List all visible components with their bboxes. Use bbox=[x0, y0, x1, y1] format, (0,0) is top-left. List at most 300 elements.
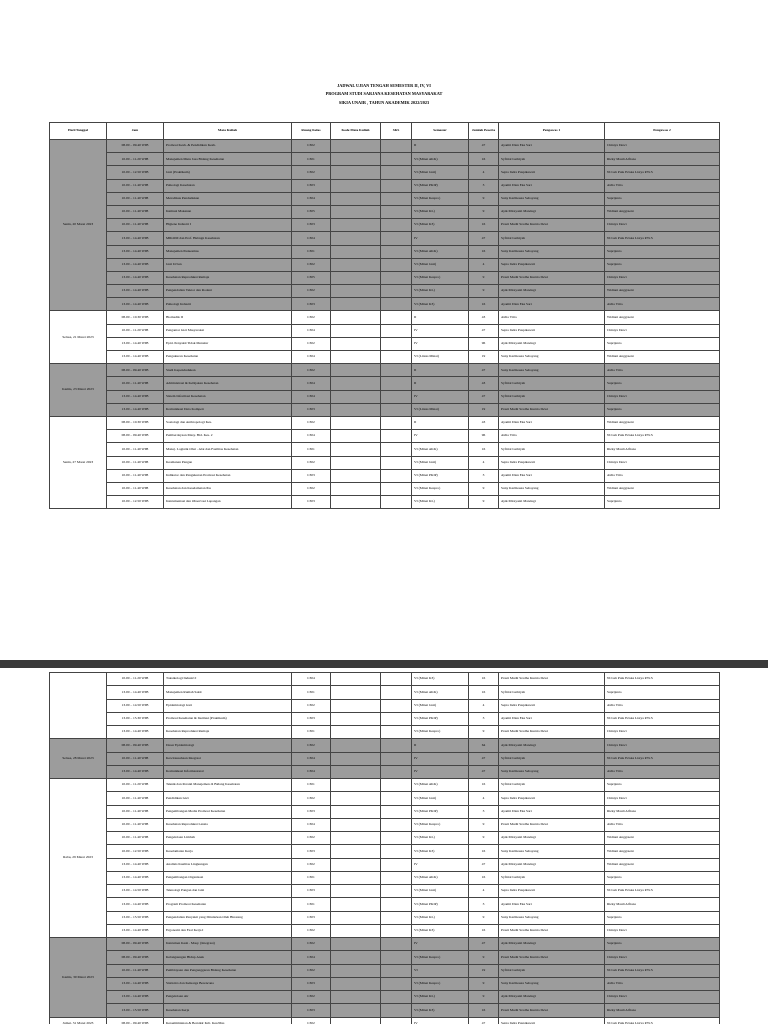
course-code-cell bbox=[331, 245, 381, 258]
column-header: Semester bbox=[412, 123, 469, 140]
table-row bbox=[50, 298, 720, 311]
participants-cell: 47 bbox=[469, 752, 499, 765]
sks-cell bbox=[381, 153, 412, 166]
course-code-cell bbox=[331, 285, 381, 298]
room-cell: C302 bbox=[292, 416, 331, 429]
course-cell: Kesehatan Reproduksi Remaja bbox=[164, 271, 292, 284]
sks-cell bbox=[381, 1004, 412, 1017]
semester-cell: IV bbox=[412, 938, 469, 951]
room-cell: C303 bbox=[292, 1004, 331, 1017]
participants-cell: 9 bbox=[469, 271, 499, 284]
semester-cell: II bbox=[412, 140, 469, 153]
time-cell: 13.00 – 14.40 WIB bbox=[107, 858, 164, 871]
participants-cell: 16 bbox=[469, 443, 499, 456]
participants-cell: 16 bbox=[469, 779, 499, 792]
participants-cell: 9 bbox=[469, 192, 499, 205]
time-cell: 13.00 – 14.40 WIB bbox=[107, 390, 164, 403]
room-cell: C302 bbox=[292, 792, 331, 805]
proctor-1-cell: Ayik Mirayanti Mandagi bbox=[499, 858, 605, 871]
proctor-1-cell: Ayik Mirayanti Mandagi bbox=[499, 832, 605, 845]
course-code-cell bbox=[331, 712, 381, 725]
time-cell: 10.00 – 11.40 WIB bbox=[107, 205, 164, 218]
room-cell: C301 bbox=[292, 726, 331, 739]
day-date-cell: Jumat, 31 Maret 2023 bbox=[50, 1017, 107, 1024]
proctor-1-cell: Prasti Mudit Sradha Kurnia Dewi bbox=[499, 924, 605, 937]
course-cell: Kesehatan dan Keselamatan Ibu bbox=[164, 482, 292, 495]
proctor-2-cell: Chintya Dewi bbox=[605, 792, 720, 805]
course-cell: Pengukuran Kesehatan bbox=[164, 351, 292, 364]
participants-cell: 47 bbox=[469, 390, 499, 403]
semester-cell: IV bbox=[412, 1017, 469, 1024]
column-header: Ruang Kelas bbox=[292, 123, 331, 140]
time-cell: 10.00 – 11.40 WIB bbox=[107, 832, 164, 845]
participants-cell: 16 bbox=[469, 686, 499, 699]
room-cell: C302 bbox=[292, 456, 331, 469]
semester-cell: VI (Minat K3) bbox=[412, 924, 469, 937]
day-date-cell: Senin, 20 Maret 2023 bbox=[50, 140, 107, 311]
semester-cell: II bbox=[412, 364, 469, 377]
table-row bbox=[50, 456, 720, 469]
sks-cell bbox=[381, 337, 412, 350]
table-row bbox=[50, 377, 720, 390]
course-cell: Program Promosi Kesehatan bbox=[164, 898, 292, 911]
course-cell: Indikator dan Pengukuran Promosi Kesehatan bbox=[164, 469, 292, 482]
proctor-2-cell: Chintya Dewi bbox=[605, 739, 720, 752]
time-cell: 10.00 – 11.40 WIB bbox=[107, 752, 164, 765]
proctor-1-cell: Ayik Mirayanti Mandagi bbox=[499, 496, 605, 509]
proctor-2-cell: Aldia Vrita bbox=[605, 298, 720, 311]
room-cell: C302 bbox=[292, 832, 331, 845]
sks-cell bbox=[381, 496, 412, 509]
course-cell: Sosiologi dan Anthropologi Kes. bbox=[164, 416, 292, 429]
sks-cell bbox=[381, 324, 412, 337]
course-code-cell bbox=[331, 403, 381, 416]
semester-cell: VI (Minat K3) bbox=[412, 845, 469, 858]
participants-cell: 4 bbox=[469, 792, 499, 805]
sks-cell bbox=[381, 739, 412, 752]
course-cell: Pengantar Gizi Masyarakat bbox=[164, 324, 292, 337]
proctor-2-cell: Suprijanto bbox=[605, 258, 720, 271]
participants-cell: 9 bbox=[469, 951, 499, 964]
room-cell: C302 bbox=[292, 140, 331, 153]
time-cell: 13.00 – 14.40 WIB bbox=[107, 285, 164, 298]
proctor-2-cell: Widiani Anggraeni bbox=[605, 858, 720, 871]
table-row bbox=[50, 153, 720, 166]
sks-cell bbox=[381, 898, 412, 911]
course-cell: Keselamatan Kerja bbox=[164, 845, 292, 858]
time-cell: 13.00 – 14.40 WIB bbox=[107, 686, 164, 699]
table-row bbox=[50, 430, 720, 443]
table-row bbox=[50, 845, 720, 858]
semester-cell: VI (Minat AKK) bbox=[412, 779, 469, 792]
semester-cell: VI (Lintas Minat) bbox=[412, 351, 469, 364]
course-cell: Psikologi Industri bbox=[164, 298, 292, 311]
course-code-cell bbox=[331, 298, 381, 311]
course-code-cell bbox=[331, 179, 381, 192]
room-cell: C302 bbox=[292, 337, 331, 350]
course-code-cell bbox=[331, 951, 381, 964]
room-cell: C301 bbox=[292, 153, 331, 166]
room-cell: C304 bbox=[292, 232, 331, 245]
proctor-2-cell: Widiani Anggraeni bbox=[605, 351, 720, 364]
table-row bbox=[50, 443, 720, 456]
course-code-cell bbox=[331, 832, 381, 845]
time-cell: 10.00 – 11.40 WIB bbox=[107, 456, 164, 469]
proctor-1-cell: Syfirial Luthiyah bbox=[499, 752, 605, 765]
table-row bbox=[50, 699, 720, 712]
course-cell: Komunikasi Informasional bbox=[164, 765, 292, 778]
semester-cell: IV bbox=[412, 324, 469, 337]
proctor-2-cell: Aldia Vrita bbox=[605, 977, 720, 990]
course-code-cell bbox=[331, 964, 381, 977]
semester-cell: VI (Minat Kespro) bbox=[412, 192, 469, 205]
sks-cell bbox=[381, 179, 412, 192]
day-date-cell: Kamis, 23 Maret 2023 bbox=[50, 364, 107, 417]
time-cell: 13.00 – 14.40 WIB bbox=[107, 898, 164, 911]
proctor-1-cell: Ayik Mirayanti Mandagi bbox=[499, 991, 605, 1004]
sks-cell bbox=[381, 456, 412, 469]
proctor-1-cell: Suny Kartikasza Sebayang bbox=[499, 482, 605, 495]
course-cell: Keamanan Pangan bbox=[164, 456, 292, 469]
participants-cell: 4 bbox=[469, 258, 499, 271]
semester-cell: VI (Minat Gizi) bbox=[412, 456, 469, 469]
room-cell: C302 bbox=[292, 285, 331, 298]
semester-cell: VI (Minat AKK) bbox=[412, 153, 469, 166]
proctor-1-cell: Prasti Mudit Sradha Kurnia Dewi bbox=[499, 403, 605, 416]
course-cell: Kesehatan Kerja bbox=[164, 1004, 292, 1017]
sks-cell bbox=[381, 964, 412, 977]
proctor-2-cell: Chintya Dewi bbox=[605, 219, 720, 232]
course-code-cell bbox=[331, 924, 381, 937]
time-cell: 13.00 – 14.40 WIB bbox=[107, 232, 164, 245]
room-cell: C303 bbox=[292, 403, 331, 416]
course-cell: Higiene Industri I bbox=[164, 219, 292, 232]
time-cell: 10.00 – 11.40 WIB bbox=[107, 805, 164, 818]
sks-cell bbox=[381, 403, 412, 416]
time-cell: 10.00 – 11.20 WIB bbox=[107, 153, 164, 166]
semester-cell: VI (Minat AKK) bbox=[412, 871, 469, 884]
participants-cell: 9 bbox=[469, 991, 499, 1004]
room-cell: C303 bbox=[292, 911, 331, 924]
time-cell: 10.00 – 11.40 WIB bbox=[107, 377, 164, 390]
proctor-2-cell: Rizky Mauli Alfiona bbox=[605, 443, 720, 456]
semester-cell: IV bbox=[412, 390, 469, 403]
sks-cell bbox=[381, 482, 412, 495]
course-code-cell bbox=[331, 845, 381, 858]
participants-cell: 47 bbox=[469, 140, 499, 153]
semester-cell: VI (Minat Gizi) bbox=[412, 699, 469, 712]
time-cell: 13.00 – 14.40 WIB bbox=[107, 337, 164, 350]
proctor-2-cell: Aldia Vrita bbox=[605, 179, 720, 192]
proctor-1-cell: Ayamti Dian Eka Sari bbox=[499, 416, 605, 429]
course-code-cell bbox=[331, 699, 381, 712]
room-cell: C302 bbox=[292, 311, 331, 324]
proctor-2-cell: Suprijanto bbox=[605, 337, 720, 350]
proctor-1-cell: Prasti Mudit Sradha Kurnia Dewi bbox=[499, 951, 605, 964]
proctor-2-cell: Rizky Mauli Alfiona bbox=[605, 1004, 720, 1017]
proctor-2-cell: Ni Luh Putu Eriska Listya P.W.S bbox=[605, 712, 720, 725]
proctor-1-cell: Ayik Mirayanti Mandagi bbox=[499, 285, 605, 298]
sks-cell bbox=[381, 258, 412, 271]
table-row bbox=[50, 739, 720, 752]
room-cell: C303 bbox=[292, 179, 331, 192]
course-cell: Institusi Makanan bbox=[164, 205, 292, 218]
course-cell: Promosi Kesehatan & Institusi (Praktikum) bbox=[164, 712, 292, 725]
sks-cell bbox=[381, 219, 412, 232]
table-row bbox=[50, 885, 720, 898]
semester-cell: VI bbox=[412, 964, 469, 977]
sks-cell bbox=[381, 818, 412, 831]
participants-cell: 9 bbox=[469, 832, 499, 845]
proctor-1-cell: Suny Kartikasza Sebayang bbox=[499, 245, 605, 258]
course-code-cell bbox=[331, 377, 381, 390]
room-cell: C303 bbox=[292, 977, 331, 990]
participants-cell: 9 bbox=[469, 726, 499, 739]
course-cell: Teknik dan Peranti Manajemen di Bidang Kesehatan bbox=[164, 779, 292, 792]
document-title bbox=[0, 82, 768, 107]
participants-cell: 47 bbox=[469, 1017, 499, 1024]
course-code-cell bbox=[331, 166, 381, 179]
room-cell: C302 bbox=[292, 258, 331, 271]
sks-cell bbox=[381, 298, 412, 311]
room-cell: C302 bbox=[292, 699, 331, 712]
table-row bbox=[50, 1017, 720, 1024]
table-row bbox=[50, 416, 720, 429]
table-row bbox=[50, 752, 720, 765]
proctor-1-cell: Suny Kartikasza Sebayang bbox=[499, 192, 605, 205]
table-row bbox=[50, 364, 720, 377]
room-cell: C303 bbox=[292, 805, 331, 818]
semester-cell: VI (Minat K3) bbox=[412, 1004, 469, 1017]
time-cell: 10.00 – 11.40 WIB bbox=[107, 818, 164, 831]
time-cell: 13.00 – 14.40 WIB bbox=[107, 258, 164, 271]
semester-cell: IV bbox=[412, 765, 469, 778]
sks-cell bbox=[381, 1017, 412, 1024]
room-cell: C302 bbox=[292, 166, 331, 179]
participants-cell: 9 bbox=[469, 205, 499, 218]
proctor-2-cell: Widiani Anggraeni bbox=[605, 285, 720, 298]
sks-cell bbox=[381, 871, 412, 884]
course-code-cell bbox=[331, 858, 381, 871]
room-cell: C301 bbox=[292, 443, 331, 456]
participants-cell: 3 bbox=[469, 469, 499, 482]
proctor-1-cell: Ayamti Dian Eka Sari bbox=[499, 898, 605, 911]
sks-cell bbox=[381, 390, 412, 403]
course-code-cell bbox=[331, 1017, 381, 1024]
proctor-2-cell: Suprijanto bbox=[605, 911, 720, 924]
participants-cell: 4 bbox=[469, 456, 499, 469]
semester-cell: VI (Minat Gizi) bbox=[412, 166, 469, 179]
course-code-cell bbox=[331, 205, 381, 218]
proctor-2-cell: Aldia Vrita bbox=[605, 818, 720, 831]
day-date-cell: Kamis, 30 Maret 2023 bbox=[50, 938, 107, 1018]
table-row bbox=[50, 324, 720, 337]
sks-cell bbox=[381, 430, 412, 443]
time-cell: 10.00 – 11.40 WIB bbox=[107, 179, 164, 192]
room-cell: C305 bbox=[292, 271, 331, 284]
semester-cell: VI (Minat PKIP) bbox=[412, 898, 469, 911]
course-cell: Toksikologi Industri I bbox=[164, 673, 292, 686]
room-cell: C302 bbox=[292, 924, 331, 937]
course-cell: Instrumen Kesh . Masy. (Integrasi) bbox=[164, 938, 292, 951]
sks-cell bbox=[381, 938, 412, 951]
course-cell: Kewirausahaan Integrasi bbox=[164, 752, 292, 765]
sks-cell bbox=[381, 885, 412, 898]
proctor-1-cell: Ayamti Dian Eka Sari bbox=[499, 298, 605, 311]
proctor-1-cell: Ayik Mirayanti Mandagi bbox=[499, 938, 605, 951]
sks-cell bbox=[381, 686, 412, 699]
course-cell: Pengendalian Vektor dan Rodent bbox=[164, 285, 292, 298]
proctor-1-cell: Syfirial Luthiyah bbox=[499, 686, 605, 699]
table-row bbox=[50, 469, 720, 482]
course-cell: Dasar Epidemiologi bbox=[164, 739, 292, 752]
semester-cell: IV bbox=[412, 752, 469, 765]
semester-cell: IV bbox=[412, 232, 469, 245]
sks-cell bbox=[381, 699, 412, 712]
table-row bbox=[50, 805, 720, 818]
course-code-cell bbox=[331, 416, 381, 429]
semester-cell: VI (Minat KL) bbox=[412, 205, 469, 218]
column-header: Hari/Tanggal bbox=[50, 123, 107, 140]
semester-cell: VI (Lintas Minat) bbox=[412, 403, 469, 416]
sks-cell bbox=[381, 245, 412, 258]
table-row bbox=[50, 832, 720, 845]
semester-cell: VI (Minat KL) bbox=[412, 832, 469, 845]
course-code-cell bbox=[331, 805, 381, 818]
proctor-2-cell: Rizky Mauli Alfiona bbox=[605, 898, 720, 911]
time-cell: 13.00 – 14.40 WIB bbox=[107, 765, 164, 778]
proctor-2-cell: Widiani Anggraeni bbox=[605, 845, 720, 858]
room-cell: C303 bbox=[292, 885, 331, 898]
course-code-cell bbox=[331, 443, 381, 456]
proctor-2-cell: Ni Luh Putu Eriska Listya P.W.S bbox=[605, 232, 720, 245]
sks-cell bbox=[381, 845, 412, 858]
title-line-1: JADWAL UJIAN TENGAH SEMESTER II, IV, VI bbox=[337, 83, 431, 88]
proctor-2-cell: Ni Luh Putu Eriska Listya P.W.S bbox=[605, 885, 720, 898]
course-cell: Studi Kependudukan bbox=[164, 364, 292, 377]
table-row bbox=[50, 496, 720, 509]
course-cell: Statistics dan Keluarga Berencana bbox=[164, 977, 292, 990]
participants-cell: 16 bbox=[469, 871, 499, 884]
course-code-cell bbox=[331, 739, 381, 752]
course-code-cell bbox=[331, 364, 381, 377]
room-cell: C303 bbox=[292, 496, 331, 509]
proctor-1-cell: Septa Indra Puspikawati bbox=[499, 324, 605, 337]
room-cell: C303 bbox=[292, 219, 331, 232]
time-cell: 13.00 – 14.40 WIB bbox=[107, 298, 164, 311]
time-cell: 13.00 – 14.40 WIB bbox=[107, 991, 164, 1004]
proctor-2-cell: Suprijanto bbox=[605, 245, 720, 258]
proctor-2-cell: Suprijanto bbox=[605, 779, 720, 792]
course-code-cell bbox=[331, 482, 381, 495]
course-code-cell bbox=[331, 686, 381, 699]
proctor-2-cell: Suprijanto bbox=[605, 496, 720, 509]
proctor-2-cell: Suprijanto bbox=[605, 938, 720, 951]
room-cell: C304 bbox=[292, 390, 331, 403]
proctor-1-cell: Syfirial Luthiyah bbox=[499, 964, 605, 977]
semester-cell: II bbox=[412, 416, 469, 429]
room-cell: C302 bbox=[292, 364, 331, 377]
table-row bbox=[50, 285, 720, 298]
table-row bbox=[50, 258, 720, 271]
column-header: Jumlah Peserta bbox=[469, 123, 499, 140]
column-header: Kode Mata Kuliah bbox=[331, 123, 381, 140]
table-row bbox=[50, 192, 720, 205]
proctor-1-cell: Ayamti Dian Eka Sari bbox=[499, 469, 605, 482]
column-header: SKS bbox=[381, 123, 412, 140]
proctor-1-cell: Prasti Mudit Sradha Kurnia Dewi bbox=[499, 673, 605, 686]
sks-cell bbox=[381, 977, 412, 990]
table-row bbox=[50, 482, 720, 495]
table-row bbox=[50, 938, 720, 951]
title-line-2: PROGRAM STUDI SARJANA KESEHATAN MASYARAKAT bbox=[325, 91, 443, 97]
table-row bbox=[50, 205, 720, 218]
proctor-2-cell: Ni Luh Putu Eriska Listya P.W.S bbox=[605, 673, 720, 686]
semester-cell: IV bbox=[412, 858, 469, 871]
course-code-cell bbox=[331, 911, 381, 924]
day-date-cell: Senin, 27 Maret 2023 bbox=[50, 416, 107, 508]
semester-cell: VI (Minat PKIP) bbox=[412, 179, 469, 192]
course-cell: Sistem Informasi Kesehatan bbox=[164, 390, 292, 403]
sks-cell bbox=[381, 951, 412, 964]
course-code-cell bbox=[331, 765, 381, 778]
course-code-cell bbox=[331, 898, 381, 911]
participants-cell: 16 bbox=[469, 298, 499, 311]
participants-cell: 9 bbox=[469, 482, 499, 495]
participants-cell: 16 bbox=[469, 1004, 499, 1017]
course-code-cell bbox=[331, 726, 381, 739]
course-code-cell bbox=[331, 792, 381, 805]
day-date-cell: Selasa, 28 Maret 2023 bbox=[50, 739, 107, 779]
participants-cell: 43 bbox=[469, 416, 499, 429]
proctor-1-cell: Prasti Mudit Sradha Kurnia Dewi bbox=[499, 271, 605, 284]
participants-cell: 9 bbox=[469, 285, 499, 298]
time-cell: 08.00 – 09.40 WIB bbox=[107, 739, 164, 752]
time-cell: 10.00 – 12.50 WIB bbox=[107, 845, 164, 858]
semester-cell: VI (Minat K3) bbox=[412, 673, 469, 686]
semester-cell: VI (Minat Kespro) bbox=[412, 977, 469, 990]
table-row bbox=[50, 219, 720, 232]
table-row bbox=[50, 673, 720, 686]
table-row bbox=[50, 765, 720, 778]
semester-cell: IV bbox=[412, 430, 469, 443]
semester-cell: VI (Minat KL) bbox=[412, 911, 469, 924]
course-code-cell bbox=[331, 337, 381, 350]
proctor-1-cell: Syfirial Luthiyah bbox=[499, 232, 605, 245]
proctor-1-cell: Suny Kartikasza Sebayang bbox=[499, 351, 605, 364]
room-cell: C302 bbox=[292, 482, 331, 495]
room-cell: C302 bbox=[292, 739, 331, 752]
proctor-2-cell: Widiani Anggraeni bbox=[605, 311, 720, 324]
proctor-1-cell: Ayamti Dian Eka Sari bbox=[499, 179, 605, 192]
semester-cell: VI (Minat Kespro) bbox=[412, 482, 469, 495]
course-code-cell bbox=[331, 192, 381, 205]
course-cell: MIKOM dan Prof. Hubngn Kesehatan bbox=[164, 232, 292, 245]
table-row bbox=[50, 712, 720, 725]
proctor-2-cell: Rizky Mauli Alfiona bbox=[605, 153, 720, 166]
semester-cell: VI (Minat KL) bbox=[412, 285, 469, 298]
column-header: Pengawas 2 bbox=[605, 123, 720, 140]
time-cell: 13.00 – 14.50 WIB bbox=[107, 885, 164, 898]
room-cell: C304 bbox=[292, 752, 331, 765]
time-cell: 10.00 – 11.40 WIB bbox=[107, 964, 164, 977]
participants-cell: 3 bbox=[469, 179, 499, 192]
participants-cell: 16 bbox=[469, 924, 499, 937]
proctor-1-cell: Septa Indra Puspikawati bbox=[499, 166, 605, 179]
participants-cell: 16 bbox=[469, 673, 499, 686]
participants-cell: 43 bbox=[469, 311, 499, 324]
proctor-2-cell: Chintya Dewi bbox=[605, 951, 720, 964]
